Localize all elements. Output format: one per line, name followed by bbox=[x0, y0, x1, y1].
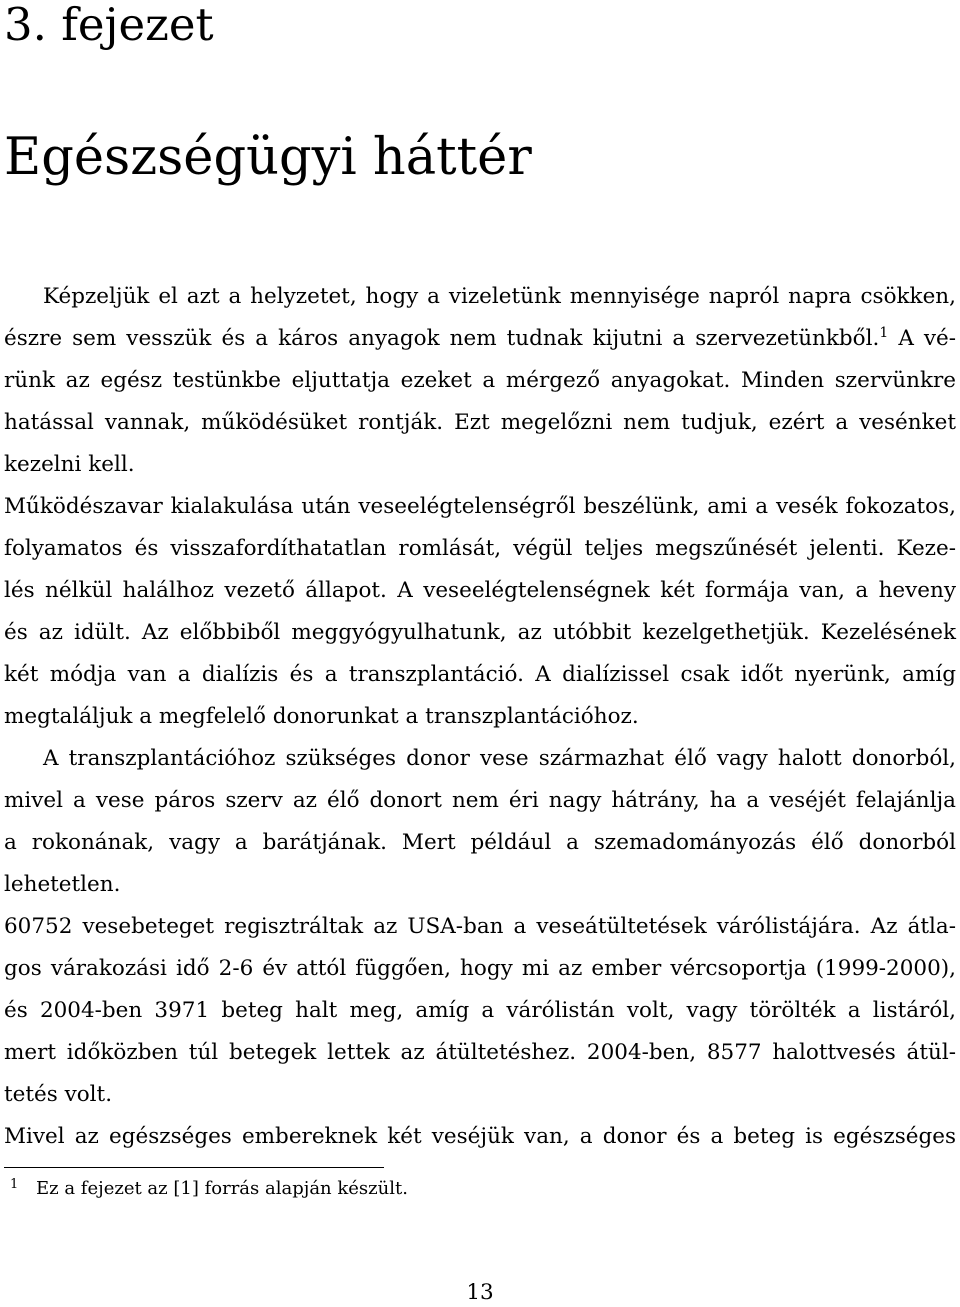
paragraph-3-line-4: lehetetlen. bbox=[4, 872, 121, 897]
chapter-title: Egészségügyi háttér bbox=[4, 128, 532, 187]
paragraph-2-line-1: Működészavar kialakulása után veseelégtelenségről beszélünk, ami a vesék fokozatos, bbox=[4, 494, 956, 519]
paragraph-1-line-2-text: észre sem vesszük és a káros anyagok nem tudnak kijutni a szervezetünkből. bbox=[4, 326, 880, 351]
paragraph-2-line-2: folyamatos és visszafordíthatatlan romlását, végül teljes megszűnését jelenti. Keze- bbox=[4, 536, 956, 561]
footnote-text: Ez a fejezet az [1] forrás alapján készült. bbox=[36, 1178, 408, 1199]
paragraph-3-line-2: mivel a vese páros szerv az élő donort nem éri nagy hátrány, ha a veséjét felajánlja bbox=[4, 788, 956, 813]
paragraph-4-line-1: 60752 vesebeteget regisztráltak az USA-ban a veseátültetések várólistájára. Az átla- bbox=[4, 914, 956, 939]
paragraph-1-line-1: Képzeljük el azt a helyzetet, hogy a vizeletünk mennyisége napról napra csökken, bbox=[43, 284, 956, 309]
paragraph-2-line-4: és az idült. Az előbbiből meggyógyulhatunk, az utóbbit kezelgethetjük. Kezelésének bbox=[4, 620, 956, 645]
footnote bbox=[10, 1177, 408, 1201]
footnote-divider bbox=[4, 1167, 384, 1168]
paragraph-1-line-5: kezelni kell. bbox=[4, 452, 135, 477]
paragraph-4-line-5: tetés volt. bbox=[4, 1082, 113, 1107]
paragraph-3-line-3: a rokonának, vagy a barátjának. Mert például a szemadományozás élő donorból bbox=[4, 830, 956, 855]
paragraph-5-line-1: Mivel az egészséges embereknek két veséjük van, a donor és a beteg is egészséges bbox=[4, 1124, 956, 1149]
footnote-mark: 1 bbox=[10, 1177, 19, 1192]
paragraph-2-line-5: két módja van a dialízis és a transzplantáció. A dialízissel csak időt nyerünk, amíg bbox=[4, 662, 956, 687]
footnote-reference[interactable]: 1 bbox=[879, 325, 889, 341]
paragraph-1-line-4: hatással vannak, működésüket rontják. Ezt megelőzni nem tudjuk, ezért a vesénket bbox=[4, 410, 956, 435]
paragraph-2-line-3: lés nélkül halálhoz vezető állapot. A veseelégtelenségnek két formája van, a heveny bbox=[4, 578, 956, 603]
paragraph-1-line-2 bbox=[4, 325, 956, 353]
paragraph-1-line-2-tail: A vé- bbox=[898, 326, 957, 351]
paragraph-2-line-6: megtaláljuk a megfelelő donorunkat a transzplantációhoz. bbox=[4, 704, 639, 729]
chapter-label: 3. fejezet bbox=[4, 0, 214, 51]
paragraph-3-line-1: A transzplantációhoz szükséges donor vese származhat élő vagy halott donorból, bbox=[43, 746, 956, 771]
paragraph-4-line-4: mert időközben túl betegek lettek az átültetéshez. 2004-ben, 8577 halottvesés átül- bbox=[4, 1040, 956, 1065]
page-number: 13 bbox=[466, 1280, 494, 1305]
paragraph-4-line-3: és 2004-ben 3971 beteg halt meg, amíg a várólistán volt, vagy törölték a listáról, bbox=[4, 998, 956, 1023]
paragraph-1-line-3: rünk az egész testünkbe eljuttatja ezeket a mérgező anyagokat. Minden szervünkre bbox=[4, 368, 956, 393]
paragraph-4-line-2: gos várakozási idő 2-6 év attól függően, hogy mi az ember vércsoportja (1999-2000), bbox=[4, 956, 956, 981]
